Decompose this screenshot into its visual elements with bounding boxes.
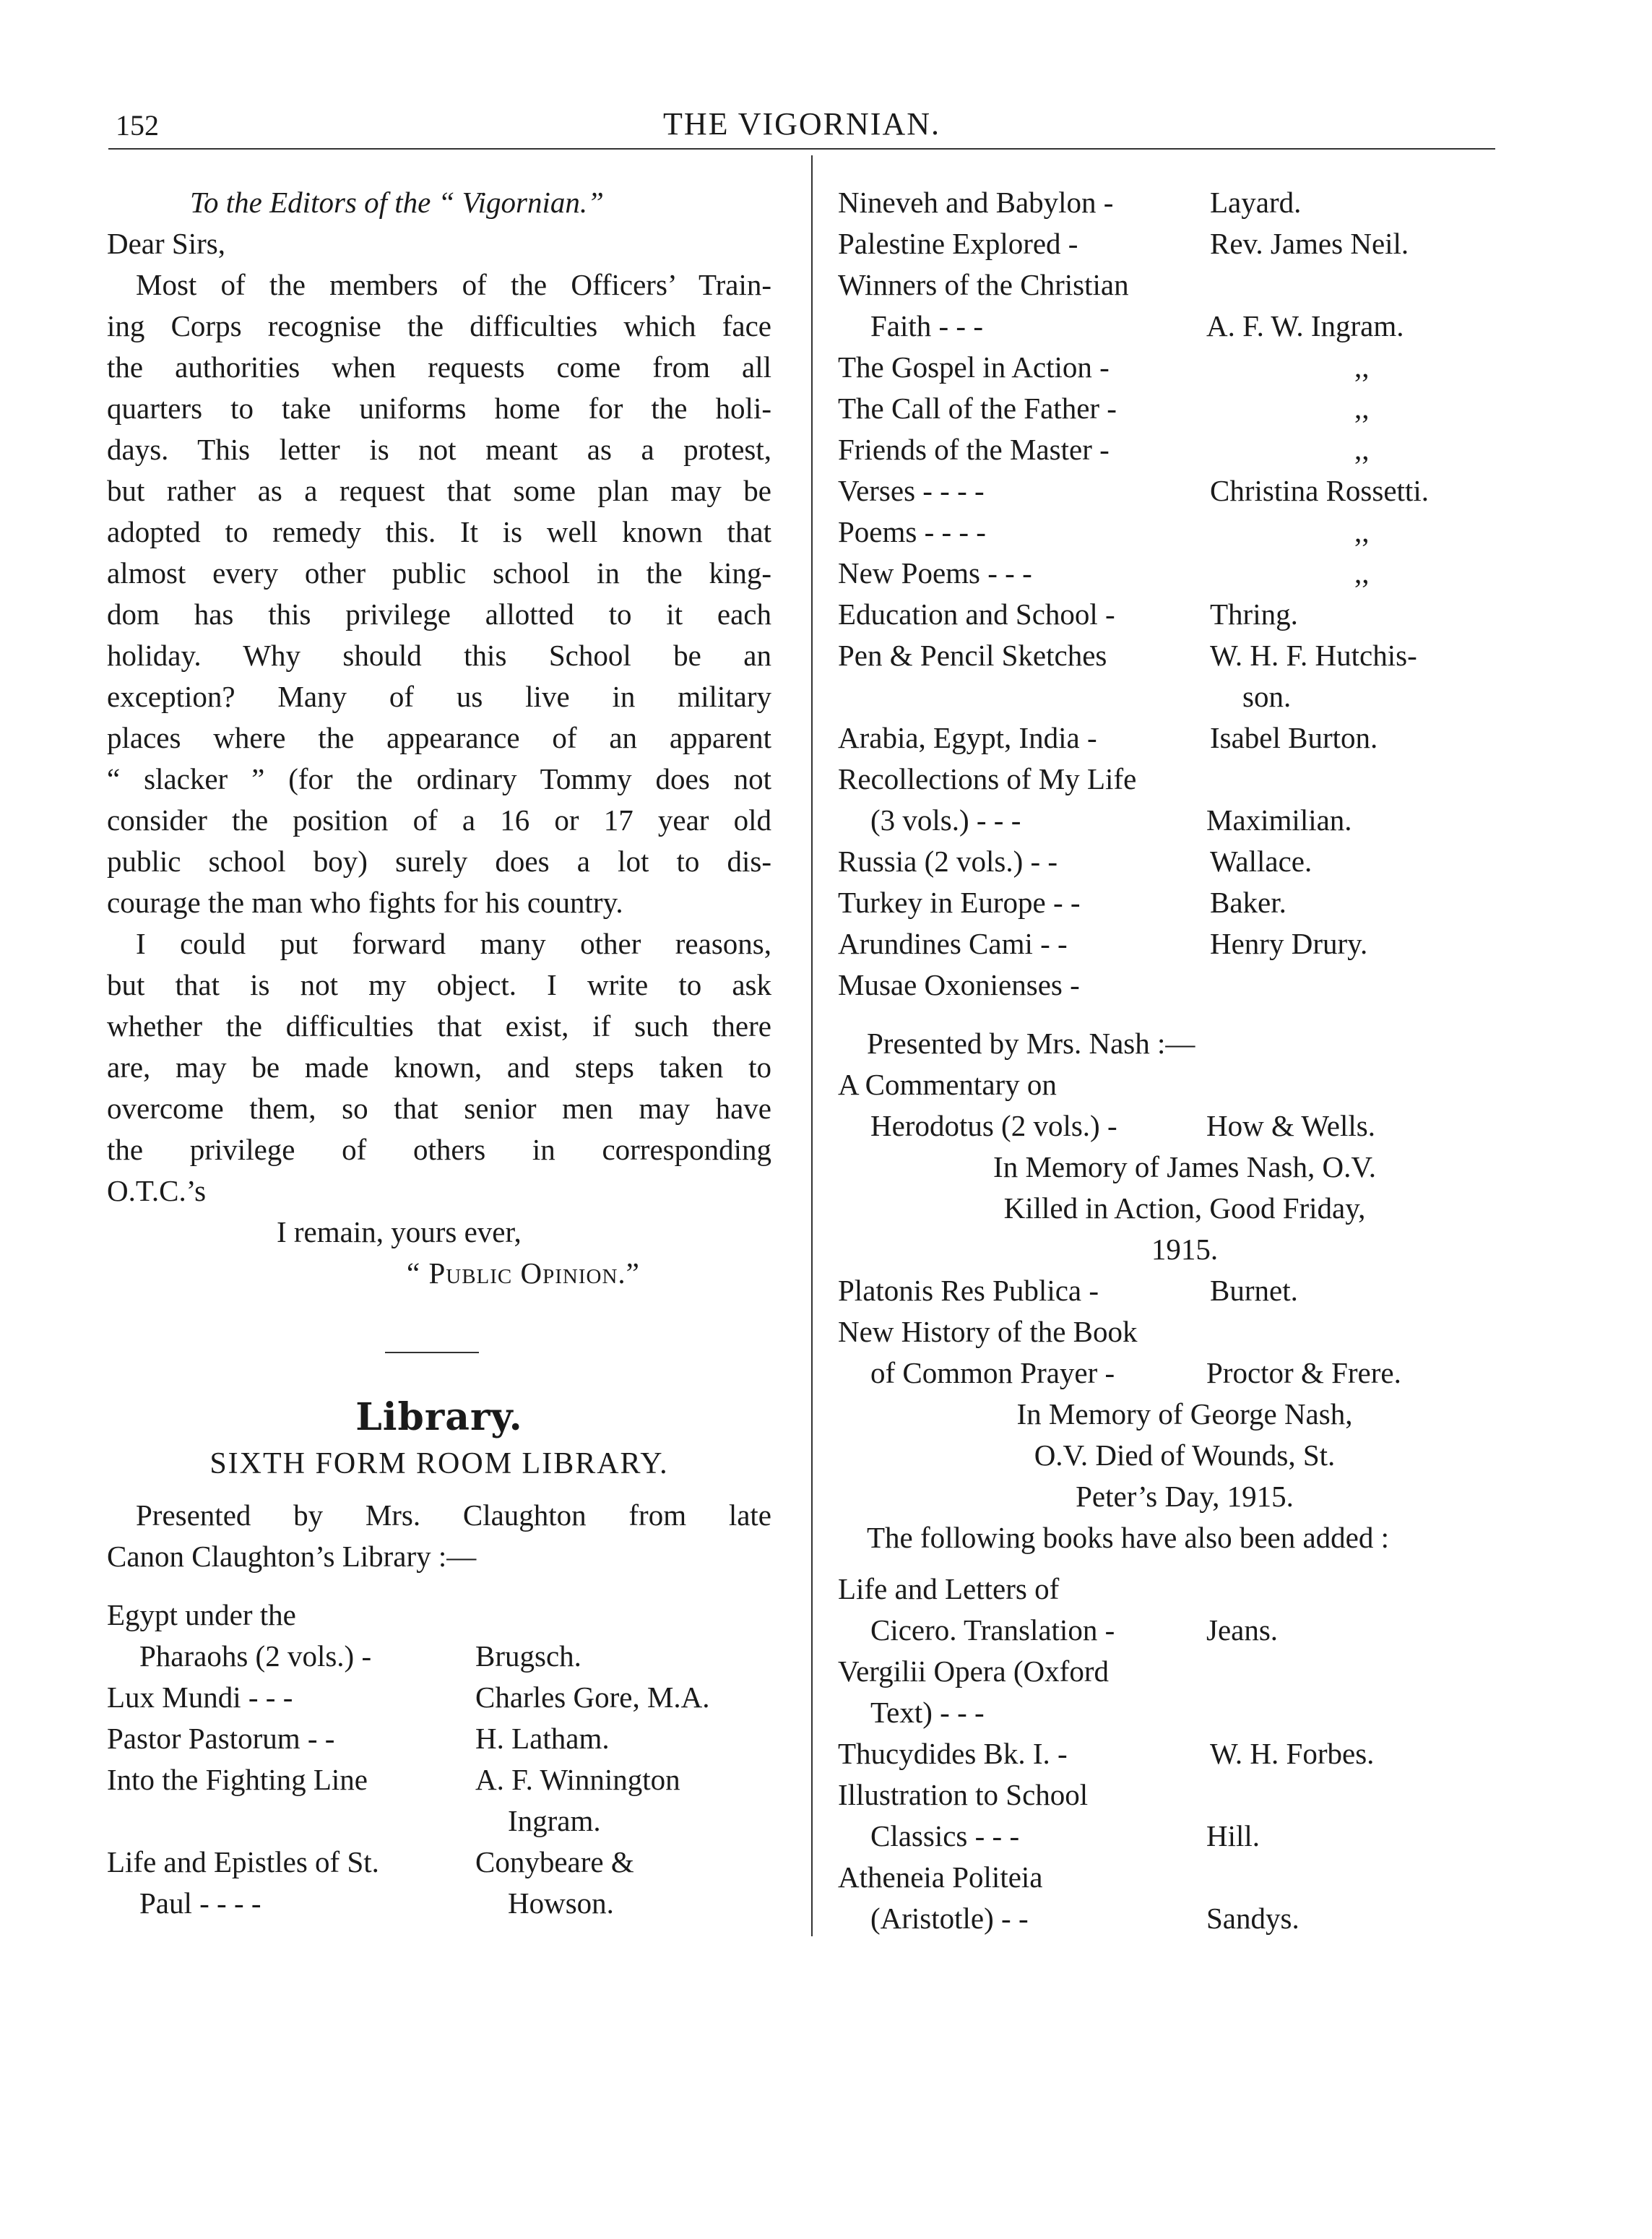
- book-author: A. F. W. Ingram.: [1206, 309, 1404, 342]
- book-author: Jeans.: [1206, 1613, 1279, 1647]
- book-entry: [838, 841, 1502, 882]
- book-title: Atheneia Politeia: [838, 1860, 1043, 1894]
- book-author: [1210, 1774, 1502, 1816]
- text-line: Most of the members of the Officers’ Train-: [136, 268, 771, 301]
- book-entry: [838, 1064, 1502, 1105]
- book-entry: [838, 1270, 1502, 1311]
- book-author: How & Wells.: [1206, 1109, 1375, 1142]
- running-title: THE VIGORNIAN.: [662, 106, 941, 142]
- book-entry: [838, 882, 1502, 923]
- book-title: Pen & Pencil Sketches: [838, 639, 1107, 672]
- book-title: Palestine Explored -: [838, 227, 1078, 260]
- text-line: quarters to take uniforms home for the holi-: [107, 392, 771, 425]
- book-author: ,,: [1354, 350, 1370, 384]
- book-author: ,,: [1354, 433, 1370, 466]
- book-title: Turkey in Europe - -: [838, 886, 1081, 919]
- right-column: [838, 182, 1502, 1939]
- book-entry: [838, 594, 1502, 635]
- book-title: New History of the Book: [838, 1315, 1138, 1348]
- text-line: the authorities when requests come from all: [107, 350, 771, 384]
- book-entry: [838, 635, 1502, 676]
- book-entry: [838, 182, 1502, 223]
- book-author: Henry Drury.: [1210, 927, 1368, 960]
- text-line: adopted to remedy this. It is well known that: [107, 515, 771, 548]
- book-author: [1210, 1857, 1502, 1898]
- book-author: [1210, 1064, 1502, 1105]
- text-line: consider the position of a 16 or 17 year old: [107, 803, 771, 837]
- book-author: [1210, 1569, 1502, 1610]
- letter-addressee: To the Editors of the “ Vigornian.”: [190, 186, 604, 219]
- book-title: Nineveh and Babylon -: [838, 186, 1114, 219]
- book-title: New Poems - - -: [838, 556, 1032, 590]
- book-title: Paul - - - -: [139, 1886, 261, 1920]
- letter-paragraph-2: [107, 923, 771, 1212]
- text-line: I could put forward many other reasons,: [136, 927, 771, 960]
- letter-greeting: Dear Sirs,: [107, 227, 225, 260]
- book-author: [1210, 1651, 1502, 1692]
- book-author: W. H. F. Hutchis-: [1210, 639, 1417, 672]
- book-author: Isabel Burton.: [1210, 721, 1378, 754]
- header-rule: [108, 148, 1495, 150]
- book-title: Text) - - -: [870, 1696, 985, 1729]
- book-entry: [838, 1651, 1502, 1692]
- claughton-book-list: [107, 1595, 771, 1924]
- book-entry: [838, 512, 1502, 553]
- book-entry: [107, 1883, 771, 1924]
- book-author: Brugsch.: [475, 1639, 581, 1673]
- book-entry: [838, 1569, 1502, 1610]
- book-author: W. H. Forbes.: [1210, 1737, 1375, 1770]
- book-entry: [838, 676, 1502, 717]
- book-entry: [838, 264, 1502, 306]
- book-title: Egypt under the: [107, 1598, 296, 1631]
- book-author: [475, 1595, 771, 1636]
- added-book-list: [838, 1569, 1502, 1939]
- book-entry: [838, 1105, 1502, 1147]
- book-title: Education and School -: [838, 598, 1115, 631]
- text-line: O.V. Died of Wounds, St.: [1034, 1438, 1336, 1472]
- book-entry: [838, 553, 1502, 594]
- book-title: Russia (2 vols.) - -: [838, 845, 1058, 878]
- book-title: Arundines Cami - -: [838, 927, 1068, 960]
- book-title: Herodotus (2 vols.) -: [870, 1109, 1117, 1142]
- claughton-presentation-line-1: Presented by Mrs. Claughton from late: [136, 1498, 771, 1532]
- book-entry: [838, 306, 1502, 347]
- book-entry: [838, 717, 1502, 759]
- book-author: Charles Gore, M.A.: [475, 1681, 710, 1714]
- book-title: Life and Letters of: [838, 1572, 1060, 1605]
- book-author: Baker.: [1210, 886, 1286, 919]
- book-title: Life and Epistles of St.: [107, 1845, 379, 1878]
- book-title: Pastor Pastorum - -: [107, 1722, 335, 1755]
- text-line: places where the appearance of an apparent: [107, 721, 771, 754]
- book-title: Pharaohs (2 vols.) -: [139, 1639, 372, 1673]
- book-entry: [838, 1610, 1502, 1651]
- book-entry: [838, 429, 1502, 470]
- book-entry: [838, 923, 1502, 965]
- text-line: days. This letter is not meant as a protest,: [107, 433, 771, 466]
- book-author: Sandys.: [1206, 1902, 1299, 1935]
- section-divider: [385, 1352, 479, 1353]
- book-entry: [838, 1898, 1502, 1939]
- book-author: Wallace.: [1210, 845, 1312, 878]
- book-entry: [107, 1842, 771, 1883]
- book-title: Lux Mundi - - -: [107, 1681, 293, 1714]
- book-author: H. Latham.: [475, 1722, 610, 1755]
- book-author: Hill.: [1206, 1819, 1260, 1852]
- book-author: Proctor & Frere.: [1206, 1356, 1401, 1389]
- nash-memorial-2: [838, 1394, 1502, 1517]
- right-book-list: [838, 182, 1502, 1006]
- book-title: A Commentary on: [838, 1068, 1057, 1101]
- book-title: Recollections of My Life: [838, 762, 1137, 795]
- book-entry: [107, 1636, 771, 1677]
- book-author: A. F. Winnington: [475, 1763, 680, 1796]
- book-entry: [107, 1595, 771, 1636]
- book-author: Ingram.: [508, 1804, 601, 1837]
- text-line: almost every other public school in the king-: [107, 556, 771, 590]
- book-entry: [838, 1311, 1502, 1353]
- text-line: 1915.: [1151, 1233, 1219, 1266]
- book-entry: [107, 1759, 771, 1800]
- book-author: [1206, 1692, 1502, 1733]
- book-title: of Common Prayer -: [870, 1356, 1115, 1389]
- text-line: courage the man who fights for his country.: [107, 886, 623, 919]
- book-author: Thring.: [1210, 598, 1298, 631]
- letter-paragraph-1: [107, 264, 771, 923]
- book-author: ,,: [1354, 392, 1370, 425]
- book-entry: [838, 1692, 1502, 1733]
- book-author: Christina Rossetti.: [1210, 474, 1429, 507]
- book-entry: [838, 1733, 1502, 1774]
- book-title: Arabia, Egypt, India -: [838, 721, 1097, 754]
- book-title: [838, 676, 1210, 717]
- book-title: Winners of the Christian: [838, 268, 1129, 301]
- text-line: the privilege of others in corresponding: [107, 1133, 771, 1166]
- book-title: Classics - - -: [870, 1819, 1020, 1852]
- book-author: Howson.: [508, 1886, 614, 1920]
- book-entry: [838, 800, 1502, 841]
- text-line: Killed in Action, Good Friday,: [1003, 1191, 1366, 1225]
- also-added-heading: The following books have also been added :: [867, 1521, 1390, 1554]
- book-entry: [107, 1800, 771, 1842]
- text-line: but that is not my object. I write to ask: [107, 968, 771, 1001]
- book-author: [1210, 965, 1502, 1006]
- book-entry: [838, 759, 1502, 800]
- text-line: exception? Many of us live in military: [107, 680, 771, 713]
- nash-book-list-b: [838, 1270, 1502, 1394]
- book-title: Musae Oxonienses -: [838, 968, 1080, 1001]
- book-title: Friends of the Master -: [838, 433, 1110, 466]
- text-line: holiday. Why should this School be an: [107, 639, 771, 672]
- book-author: Rev. James Neil.: [1210, 227, 1409, 260]
- book-title: Verses - - - -: [838, 474, 985, 507]
- book-author: Layard.: [1210, 186, 1302, 219]
- book-entry: [107, 1718, 771, 1759]
- book-entry: [838, 388, 1502, 429]
- text-line: but rather as a request that some plan may be: [107, 474, 771, 507]
- text-line: overcome them, so that senior men may have: [107, 1092, 771, 1125]
- book-title: Into the Fighting Line: [107, 1763, 368, 1796]
- column-divider: [811, 155, 813, 1936]
- left-column: [107, 182, 771, 1924]
- library-heading: Library.: [355, 1395, 523, 1439]
- claughton-presentation-line-2: Canon Claughton’s Library :—: [107, 1540, 477, 1573]
- book-title: [107, 1800, 475, 1842]
- book-entry: [838, 470, 1502, 512]
- book-title: Faith - - -: [870, 309, 983, 342]
- book-author: Conybeare &: [475, 1845, 634, 1878]
- book-author: ,,: [1354, 515, 1370, 548]
- nash-book-list-a: [838, 1064, 1502, 1147]
- book-title: Vergilii Opera (Oxford: [838, 1655, 1109, 1688]
- text-line: In Memory of James Nash, O.V.: [993, 1150, 1376, 1183]
- book-title: The Call of the Father -: [838, 392, 1117, 425]
- text-line: public school boy) surely does a lot to dis-: [107, 845, 771, 878]
- book-entry: [838, 1774, 1502, 1816]
- text-line: O.T.C.’s: [107, 1174, 207, 1207]
- book-author: Maximilian.: [1206, 803, 1352, 837]
- text-line: are, may be made known, and steps taken to: [107, 1051, 771, 1084]
- book-title: Illustration to School: [838, 1778, 1089, 1811]
- book-title: Thucydides Bk. I. -: [838, 1737, 1068, 1770]
- nash-memorial-1: [838, 1147, 1502, 1270]
- book-author: [1210, 1311, 1502, 1353]
- book-author: Burnet.: [1210, 1274, 1298, 1307]
- book-title: Poems - - - -: [838, 515, 986, 548]
- page-number: 152: [116, 109, 159, 142]
- text-line: In Memory of George Nash,: [1016, 1397, 1353, 1431]
- book-entry: [838, 1857, 1502, 1898]
- book-entry: [838, 965, 1502, 1006]
- book-title: The Gospel in Action -: [838, 350, 1110, 384]
- book-entry: [107, 1677, 771, 1718]
- letter-signature: “ Public Opinion.”: [407, 1256, 640, 1290]
- book-author: [1210, 264, 1502, 306]
- book-entry: [838, 1816, 1502, 1857]
- page-header: [108, 101, 1495, 152]
- book-author: son.: [1242, 680, 1292, 713]
- text-line: whether the difficulties that exist, if such there: [107, 1009, 771, 1043]
- book-author: [1210, 759, 1502, 800]
- book-title: (Aristotle) - -: [870, 1902, 1029, 1935]
- book-title: Platonis Res Publica -: [838, 1274, 1099, 1307]
- book-entry: [838, 347, 1502, 388]
- book-title: Cicero. Translation -: [870, 1613, 1115, 1647]
- book-author: ,,: [1354, 556, 1370, 590]
- library-section-title: SIXTH FORM ROOM LIBRARY.: [209, 1447, 669, 1480]
- book-title: (3 vols.) - - -: [870, 803, 1021, 837]
- text-line: Peter’s Day, 1915.: [1076, 1480, 1294, 1513]
- book-entry: [838, 1353, 1502, 1394]
- text-line: ing Corps recognise the difficulties which face: [107, 309, 771, 342]
- nash-presentation: Presented by Mrs. Nash :—: [867, 1027, 1195, 1060]
- text-line: dom has this privilege allotted to it each: [107, 598, 771, 631]
- letter-closing: I remain, yours ever,: [277, 1215, 522, 1248]
- text-line: “ slacker ” (for the ordinary Tommy does not: [107, 762, 771, 795]
- book-entry: [838, 223, 1502, 264]
